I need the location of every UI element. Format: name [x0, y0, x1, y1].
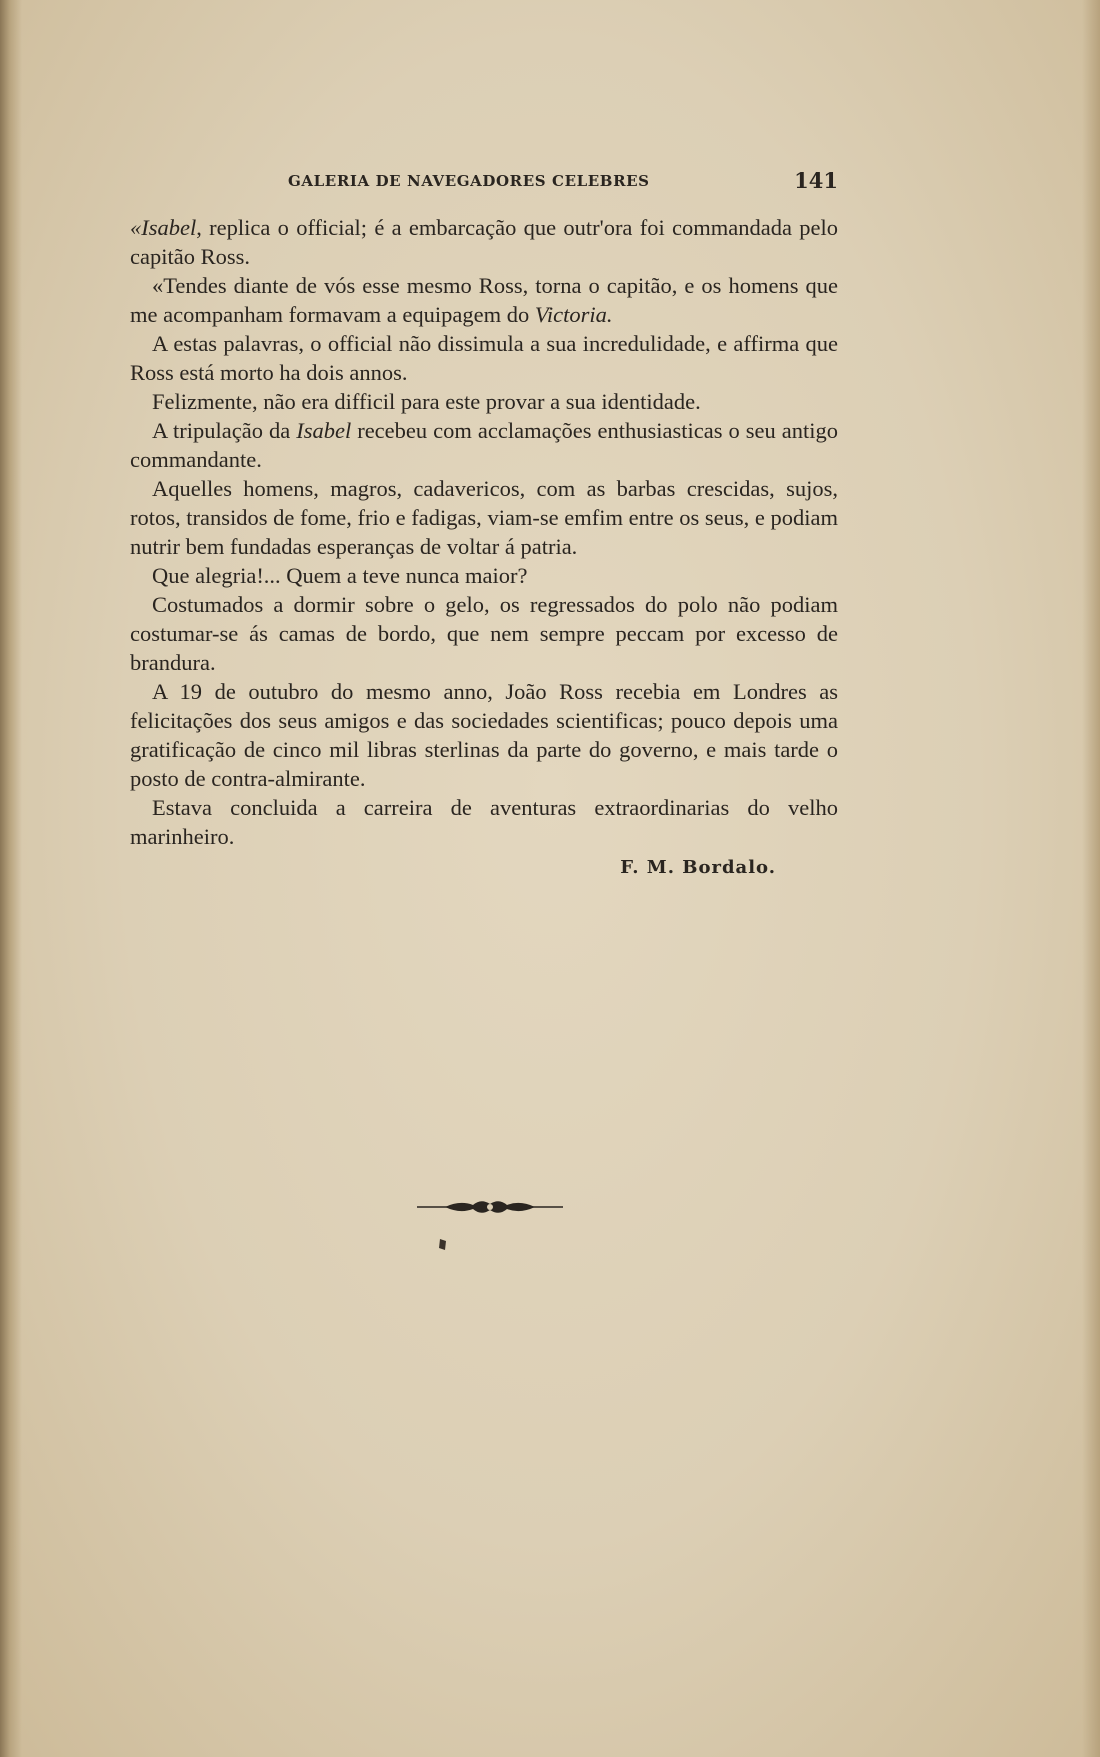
page-left-gutter — [0, 0, 22, 1757]
paragraph-5-after: recebeu com acclamações enthusiasticas o seu antigo commandante. — [130, 418, 838, 472]
italic-ship-name-isabel: Isabel — [296, 418, 352, 443]
paragraph-10: Estava concluida a carreira de aventuras extraordinarias do velho marinheiro. — [130, 795, 838, 849]
author-signature: F. M. Bordalo. — [620, 857, 776, 878]
paragraph-4: Felizmente, não era difficil para este provar a sua identidade. — [152, 389, 701, 414]
body-text — [130, 213, 838, 882]
paragraph-8: Costumados a dormir sobre o gelo, os regressados do polo não podiam costumar-se ás camas de bordo, que nem sempre peccam por excesso de brandura. — [130, 592, 838, 675]
paragraph-5-before: A tripulação da — [152, 418, 297, 443]
paragraph-1-text: , replica o official; é a embarcação que outr'ora foi commandada pelo capitão Ross. — [130, 215, 838, 269]
running-title: GALERIA DE NAVEGADORES CELEBRES — [288, 172, 650, 190]
page-number: 141 — [794, 168, 838, 193]
paragraph-6: Aquelles homens, magros, cadavericos, com as barbas crescidas, sujos, rotos, transidos de fome, frio e fadigas, viam-se emfim entre os seus, e podiam nutrir bem fundadas esperanças de voltar á patria. — [130, 476, 838, 559]
paragraph-3: A estas palavras, o official não dissimula a sua incredulidade, e affirma que Ross está morto ha dois annos. — [130, 331, 838, 385]
paragraph-2 — [130, 271, 838, 329]
ink-spot-icon — [436, 1238, 450, 1252]
running-head — [128, 168, 840, 198]
italic-ship-name-victoria: Victoria. — [534, 302, 613, 327]
page-right-edge — [1082, 0, 1100, 1757]
paragraph-1 — [130, 213, 838, 271]
italic-ship-name: «Isabel — [130, 215, 197, 240]
paragraph-9: A 19 de outubro do mesmo anno, João Ross recebia em Londres as felicitações dos seus amigos e das sociedades scientificas; pouco depois uma gratificação de cinco mil libras sterlinas da parte do governo, e mais tarde o posto de contra-almirante. — [130, 679, 838, 791]
paragraph-5 — [130, 416, 838, 474]
paragraph-7: Que alegria!... Quem a teve nunca maior? — [152, 563, 528, 588]
paragraph-2-text: «Tendes diante de vós esse mesmo Ross, torna o capitão, e os homens que me acompanham formavam a equipagem do — [130, 273, 838, 327]
fleuron-ornament-icon — [415, 1192, 565, 1222]
